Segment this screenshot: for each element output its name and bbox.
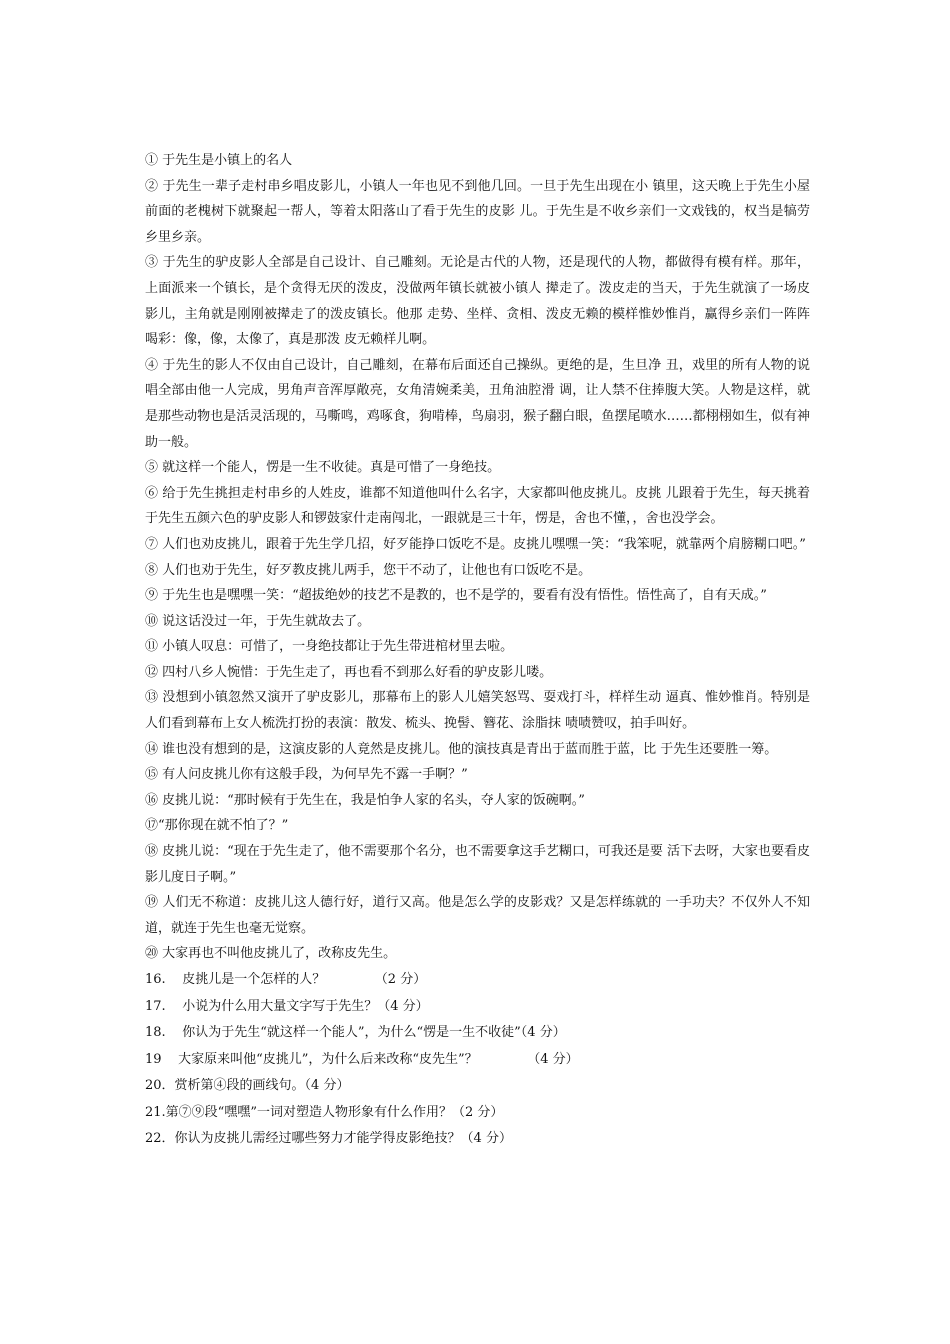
question-19: 19 大家原来叫他“皮挑儿”，为什么后来改称“皮先生”？ （4 分） (145, 1051, 579, 1067)
paragraph-14: ⑭ 谁也没有想到的是，这演皮影的人竟然是皮挑儿。他的演技真是青出于蓝而胜于蓝，比 于先生还要胜一筹。 (145, 741, 778, 757)
paragraph-20: ⑳ 大家再也不叫他皮挑儿了，改称皮先生。 (145, 946, 397, 962)
paragraph-16: ⑯ 皮挑儿说：“那时候有于先生在，我是怕争人家的名头，夺人家的饭碗啊。” (145, 792, 585, 808)
paragraph-18: ⑱ 皮挑儿说：“现在于先生走了，他不需要那个名分，也不需要拿这手艺糊口，可我还是要 活下去呀，大家也要看皮影儿度日子啊。” (145, 844, 810, 885)
paragraph-12: ⑫ 四村八乡人惋惜：于先生走了，再也看不到那么好看的驴皮影儿喽。 (145, 664, 553, 680)
paragraph-3: ③ 于先生的驴皮影人全部是自己设计、自己雕刻。无论是古代的人物，还是现代的人物，都做得有模有样。那年，上面派来一个镇长，是个贪得无厌的泼皮，没做两年镇长就被小镇人 撵走了。泼皮走的当天，于先生就演了一场皮影儿，主角就是刚刚被撵走了的泼皮镇长。他那 走势、坐样、贪相、泼皮无赖的模样惟妙惟肖，赢得乡亲们一阵阵喝彩：像，像，太像了，真是那泼 皮无赖样儿啊。 (145, 255, 810, 348)
question-16: 16. 皮挑儿是一个怎样的人？ （2 分） (145, 972, 427, 987)
paragraph-6: ⑥ 给于先生挑担走村串乡的人姓皮，谁都不知道他叫什么名字，大家都叫他皮挑儿。皮挑 儿跟着于先生，每天挑着于先生五颜六色的驴皮影人和锣鼓家什走南闯北，一跟就是三十年，愣是，舍也不懂，，舍也没学会。 (145, 485, 810, 527)
paragraph-13: ⑬ 没想到小镇忽然又演开了驴皮影儿，那幕布上的影人儿嬉笑怒骂、耍戏打斗，样样生动 逼真、惟妙惟肖。特别是人们看到幕布上女人梳洗打扮的表演：散发、梳头、挽髻、簪花、涂脂抹 啧啧赞叹，拍手叫好。 (145, 690, 810, 732)
question-22: 22．你认为皮挑儿需经过哪些努力才能学得皮影绝技？（4 分） (145, 1131, 512, 1146)
paragraph-8: ⑧ 人们也劝于先生，好歹教皮挑儿两手，您干不动了，让他也有口饭吃不是。 (145, 562, 592, 578)
question-18: 18. 你认为于先生“就这样一个能人”，为什么“愣是一生不收徒”（4 分） (145, 1025, 566, 1040)
paragraph-17: ⑰“那你现在就不怕了？” (145, 818, 289, 834)
paragraph-10: ⑩ 说这话没过一年，于先生就故去了。 (145, 613, 371, 629)
document-body (145, 148, 810, 1153)
question-17: 17. 小说为什么用大量文字写于先生？（4 分） (145, 998, 429, 1014)
paragraph-5: ⑤ 就这样一个能人，愣是一生不收徒。真是可惜了一身绝技。 (145, 460, 501, 476)
question-20: 20．赏析第④段的画线句。（4 分） (145, 1078, 350, 1093)
question-list (145, 967, 810, 1153)
paragraph-7: ⑦ 人们也劝皮挑儿，跟着于先生学几招，好歹能挣口饭吃不是。皮挑儿嘿嘿一笑：“我笨呢，就靠两个肩膀糊口吧。” (145, 536, 806, 552)
question-21: 21.第⑦⑨段“嘿嘿”一词对塑造人物形象有什么作用？（2 分） (145, 1104, 504, 1120)
paragraph-2: ② 于先生一辈子走村串乡唱皮影儿，小镇人一年也见不到他几回。一旦于先生出现在小 镇里，这天晚上于先生小屋前面的老槐树下就聚起一帮人，等着太阳落山了看于先生的皮影 儿。于先生是不收乡亲们一文戏钱的，权当是犒劳乡里乡亲。 (145, 178, 810, 245)
paragraph-19: ⑲ 人们无不称道：皮挑儿这人德行好，道行又高。他是怎么学的皮影戏？又是怎样练就的 一手功夫？不仅外人不知道，就连于先生也毫无觉察。 (145, 895, 810, 936)
paragraph-4: ④ 于先生的影人不仅由自己设计，自己雕刻，在幕布后面还自己操纵。更绝的是，生旦净 丑，戏里的所有人物的说唱全部由他一人完成，男角声音浑厚敞亮，女角清婉柔美，丑角油腔滑 调，让人禁不住捧腹大笑。人物是这样，就是那些动物也是活灵活现的，马嘶鸣，鸡啄食，狗啃棒，鸟扇羽，猴子翻白眼，鱼摆尾喷水……都栩栩如生，似有神助一般。 (145, 357, 810, 450)
paragraph-9: ⑨ 于先生也是嘿嘿一笑：“超拔绝妙的技艺不是教的，也不是学的，要看有没有悟性。悟性高了，自有天成。” (145, 588, 767, 604)
paragraph-11: ⑪ 小镇人叹息：可惜了，一身绝技都让于先生带进棺材里去啦。 (145, 639, 514, 655)
paragraph-15: ⑮ 有人问皮挑儿你有这般手段，为何早先不露一手啊？” (145, 767, 468, 783)
paragraph-1: ① 于先生是小镇上的名人 (145, 153, 293, 168)
